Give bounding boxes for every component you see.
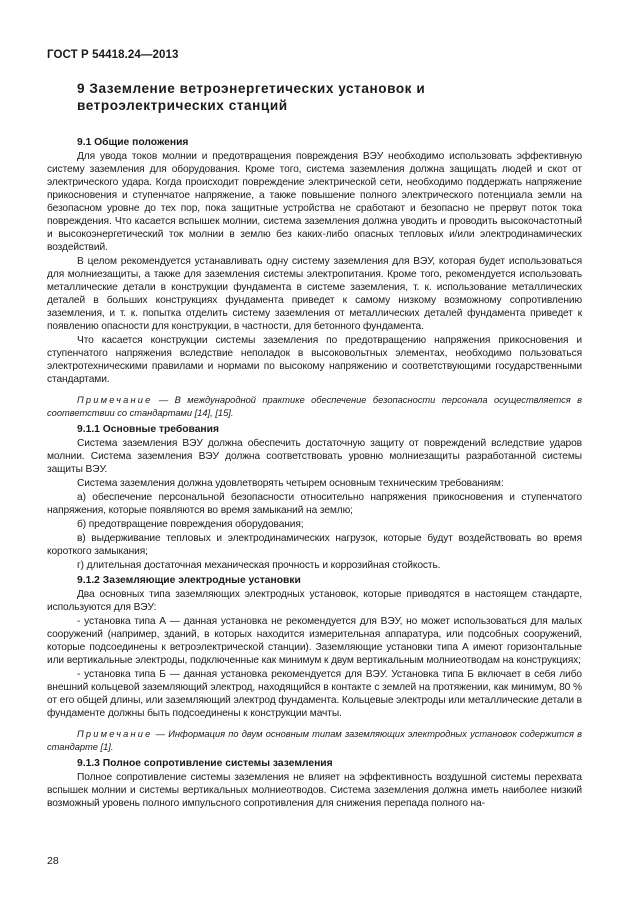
list-item: а) обеспечение персональной безопасности относительно напряжения прикосновения и ступенчатого напряжения, которые появляются во время замыканий на землю;	[47, 492, 582, 516]
paragraph: Система заземления должна удовлетворять четырем основным техническим требованиям:	[77, 478, 504, 489]
list-item: - установка типа Б — данная установка рекомендуется для ВЭУ. Установка типа Б включает в себя либо внешний кольцевой заземляющий электрод, находящийся в контакте с землей на протяжении, как минимум, 80 % от его общей длины, или заземляющий электрод фундамента. Кольцевые электроды или металлические детали в фундаменте должны быть подсоединены к конструкции мачты.	[47, 669, 582, 719]
paragraph: Система заземления ВЭУ должна обеспечить достаточную защиту от повреждений вследствие ударов молнии. Система заземления ВЭУ должна соответствовать уровню молниезащиты разработанной системы защиты ВЭУ.	[47, 438, 582, 475]
list-item: в) выдерживание тепловых и электродинамических нагрузок, которые будут воздействовать во время короткого замыкания;	[47, 533, 582, 557]
list-item: б) предотвращение повреждения оборудования;	[77, 519, 304, 530]
subsection-9-1-title: 9.1 Общие положения	[77, 137, 189, 148]
subsection-9-1-1-title: 9.1.1 Основные требования	[77, 424, 219, 435]
subsection-9-1-3-title: 9.1.3 Полное сопротивление системы заземления	[77, 758, 333, 769]
note-label: Примечание	[77, 729, 153, 739]
standard-code-header: ГОСТ Р 54418.24—2013	[47, 49, 179, 61]
page-content	[47, 80, 582, 810]
list-item: г) длительная достаточная механическая прочность и коррозийная стойкость.	[77, 560, 441, 571]
section-9-title	[77, 80, 582, 114]
paragraph: Полное сопротивление системы заземления не влияет на эффективность воздушной системы перехвата вспышек молнии и системы вертикальных молниеотводов. Система заземления должна иметь наиболее низкий возможный уровень полного импульсного сопротивления для снижения перепада полного на-	[47, 772, 582, 809]
note	[47, 728, 582, 753]
note-text: — В международной практике обеспечение безопасности персонала осуществляется в соответствии со стандартами [14], [15].	[47, 395, 582, 418]
paragraph: В целом рекомендуется устанавливать одну систему заземления для ВЭУ, которая будет использоваться для молниезащиты, а также для заземления системы электропитания. Кроме того, рекомендуется использовать металлические детали в конструкции фундамента в системе заземления, т. к. использование металлических деталей в больших конструкциях фундамента приведет к самому низкому возможному сопротивлению заземления, и т. к. попытка отделить систему заземления от металлических деталей фундамента приведет к появлению опасности для конструкции, в частности, для бетонного фундамента.	[47, 256, 582, 332]
note-label: Примечание	[77, 395, 153, 405]
section-title-line-2: ветроэлектрических станций	[77, 98, 288, 113]
section-title-line-1: 9 Заземление ветроэнергетических установок и	[77, 81, 426, 96]
paragraph: Для увода токов молнии и предотвращения повреждения ВЭУ необходимо использовать эффективную систему заземления для оборудования. Кроме того, система заземления должна защищать людей и скот от электрического удара. Когда происходит повреждение электрической сети, необходимо поддержать напряжение прикосновения и ступенчатое напряжение, а также повышение полного электрического потенциала земли на безопасном уровне до тех пор, пока защитные устройства не сработают и безопасно не прервут поток тока повреждения. Что касается вспышек молнии, система заземления должна уводить и проводить высокочастотный и высокоэнергетический ток молнии в землю без каких-либо опасных тепловых и/или электродинамических воздействий.	[47, 151, 582, 253]
page-number: 28	[47, 855, 59, 867]
paragraph: Два основных типа заземляющих электродных установок, которые приводятся в настоящем стандарте, используются для ВЭУ:	[47, 589, 582, 613]
subsection-9-1-2-title: 9.1.2 Заземляющие электродные установки	[77, 575, 301, 586]
paragraph: Что касается конструкции системы заземления по предотвращению напряжения прикосновения и ступенчатого напряжения вследствие неполадок в высоковольтных элементах, необходимо пользоваться электротехническими правилами и нормами по высокому напряжению и соответствующими государственными стандартами.	[47, 335, 582, 385]
note-text: — Информация по двум основным типам заземляющих электродных установок содержится в стандарте [1].	[47, 729, 582, 752]
note	[47, 394, 582, 419]
list-item: - установка типа А — данная установка не рекомендуется для ВЭУ, но может использоваться для малых сооружений (например, зданий, в которых находится измерительная аппаратура, или подсобных сооружений, которые подсоединены к ветроэлектрической станции). Заземляющие установки типа А имеют горизонтальные или вертикальные электроды, подключенные как минимум к двум вертикальным молниеотводам на конструкциях;	[47, 616, 582, 666]
